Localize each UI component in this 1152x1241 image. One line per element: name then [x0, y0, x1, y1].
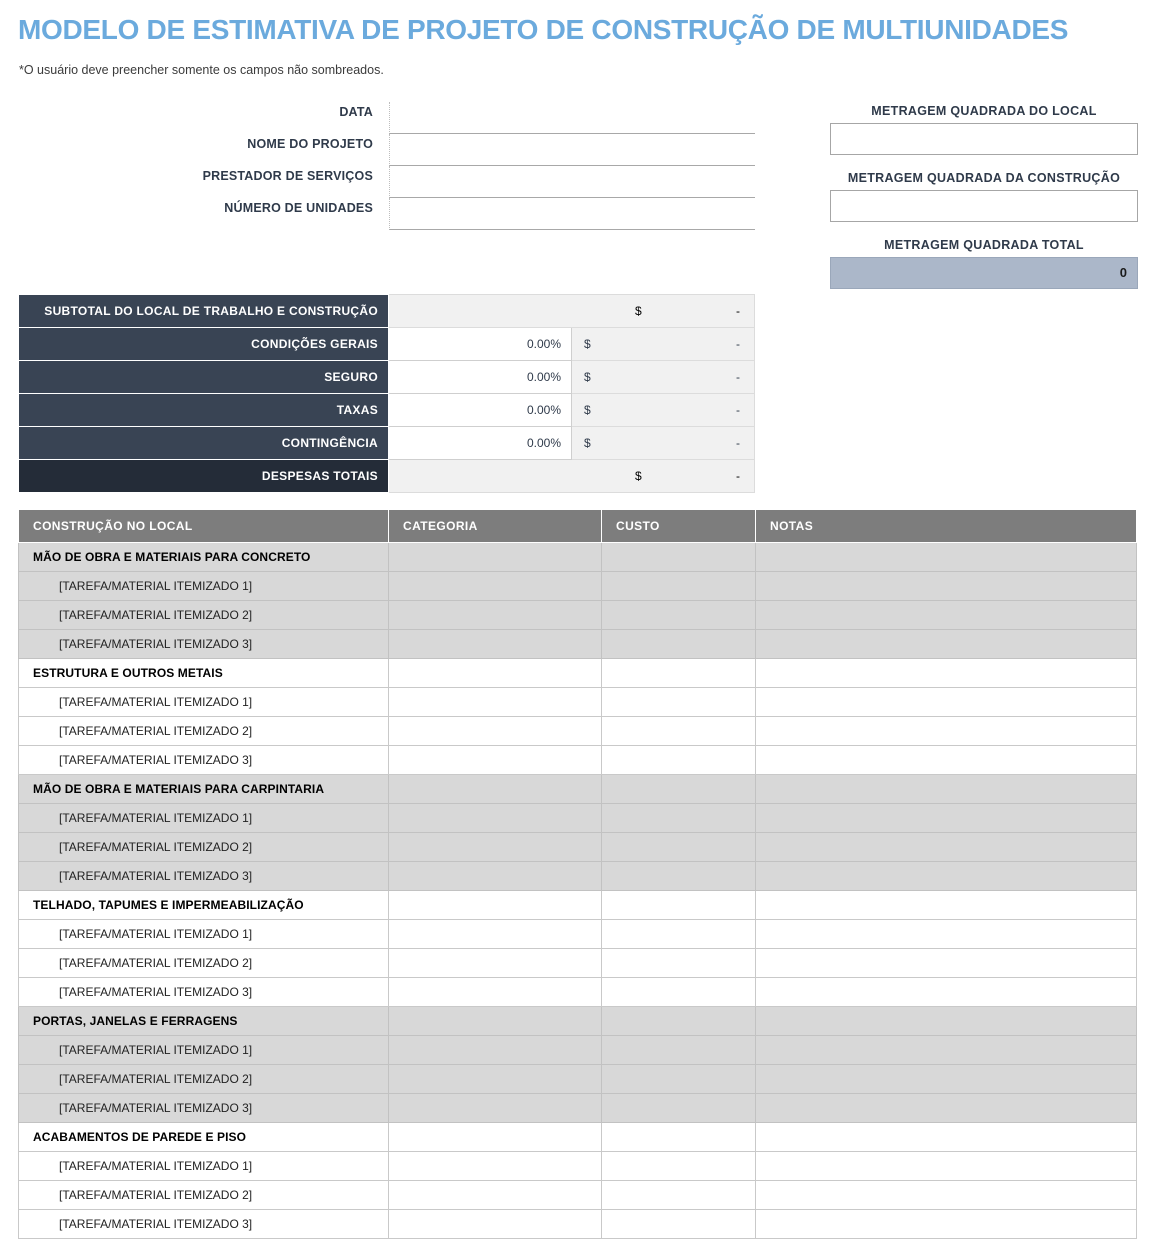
item-categoria-cell[interactable] — [389, 978, 602, 1007]
form-field-label: NÚMERO DE UNIDADES — [224, 201, 373, 215]
group-categoria-cell[interactable] — [389, 659, 602, 688]
item-categoria-cell[interactable] — [389, 920, 602, 949]
item-categoria-cell[interactable] — [389, 717, 602, 746]
table-row — [19, 1094, 1137, 1123]
item-name-cell[interactable]: [TAREFA/MATERIAL ITEMIZADO 2] — [19, 833, 389, 862]
item-notas-cell[interactable] — [756, 920, 1137, 949]
site-construction-table — [18, 509, 1137, 1239]
item-custo-cell[interactable] — [602, 1036, 756, 1065]
item-custo-cell[interactable] — [602, 746, 756, 775]
summary-row-amount — [572, 394, 755, 427]
summary-row — [19, 427, 755, 460]
summary-row-label: SEGURO — [19, 361, 389, 394]
form-field-label: NOME DO PROJETO — [247, 137, 373, 151]
building-sqft-label: METRAGEM QUADRADA DA CONSTRUÇÃO — [847, 171, 1121, 185]
summary-row-amount — [389, 295, 755, 328]
table-row — [19, 949, 1137, 978]
item-categoria-cell[interactable] — [389, 1152, 602, 1181]
group-categoria-cell[interactable] — [389, 1123, 602, 1152]
group-name: ESTRUTURA E OUTROS METAIS — [19, 659, 389, 688]
currency-symbol: $ — [584, 336, 591, 351]
group-custo-cell[interactable] — [602, 891, 756, 920]
group-custo-cell[interactable] — [602, 775, 756, 804]
group-categoria-cell[interactable] — [389, 543, 602, 572]
group-header-row — [19, 1007, 1137, 1036]
summary-row — [19, 394, 755, 427]
summary-row — [19, 460, 755, 493]
item-name-cell[interactable]: [TAREFA/MATERIAL ITEMIZADO 1] — [19, 572, 389, 601]
item-notas-cell[interactable] — [756, 688, 1137, 717]
summary-row-amount — [572, 328, 755, 361]
form-row — [18, 198, 755, 230]
total-sqft-value: 0 — [830, 257, 1138, 289]
item-categoria-cell[interactable] — [389, 1065, 602, 1094]
item-notas-cell[interactable] — [756, 630, 1137, 659]
item-name-cell[interactable]: [TAREFA/MATERIAL ITEMIZADO 1] — [19, 920, 389, 949]
item-name-cell[interactable]: [TAREFA/MATERIAL ITEMIZADO 2] — [19, 1181, 389, 1210]
group-custo-cell[interactable] — [602, 659, 756, 688]
fill-instruction-note: *O usuário deve preencher somente os campos não sombreados. — [19, 63, 384, 77]
item-name-cell[interactable]: [TAREFA/MATERIAL ITEMIZADO 3] — [19, 746, 389, 775]
item-notas-cell[interactable] — [756, 1210, 1137, 1239]
table-row — [19, 1036, 1137, 1065]
item-custo-cell[interactable] — [602, 978, 756, 1007]
item-custo-cell[interactable] — [602, 1210, 756, 1239]
form-field-label: PRESTADOR DE SERVIÇOS — [202, 169, 373, 183]
item-categoria-cell[interactable] — [389, 1210, 602, 1239]
form-row — [18, 134, 755, 166]
group-header-row — [19, 891, 1137, 920]
column-header-custo: CUSTO — [602, 510, 756, 543]
form-field-input[interactable] — [389, 198, 755, 230]
building-sqft-input[interactable] — [830, 190, 1138, 222]
item-name-cell[interactable]: [TAREFA/MATERIAL ITEMIZADO 3] — [19, 1094, 389, 1123]
group-notas-cell[interactable] — [756, 659, 1137, 688]
summary-row-label: CONTINGÊNCIA — [19, 427, 389, 460]
item-notas-cell[interactable] — [756, 1152, 1137, 1181]
item-categoria-cell[interactable] — [389, 572, 602, 601]
item-categoria-cell[interactable] — [389, 746, 602, 775]
item-custo-cell[interactable] — [602, 833, 756, 862]
item-notas-cell[interactable] — [756, 1036, 1137, 1065]
summary-row — [19, 295, 755, 328]
item-name-cell[interactable]: [TAREFA/MATERIAL ITEMIZADO 2] — [19, 1065, 389, 1094]
amount-value: - — [736, 435, 740, 450]
table-row — [19, 688, 1137, 717]
item-categoria-cell[interactable] — [389, 1036, 602, 1065]
item-notas-cell[interactable] — [756, 1094, 1137, 1123]
form-field-input[interactable] — [389, 166, 755, 198]
table-row — [19, 862, 1137, 891]
table-row — [19, 1065, 1137, 1094]
item-name-cell[interactable]: [TAREFA/MATERIAL ITEMIZADO 1] — [19, 1152, 389, 1181]
currency-symbol: $ — [584, 369, 591, 384]
item-categoria-cell[interactable] — [389, 601, 602, 630]
group-custo-cell[interactable] — [602, 543, 756, 572]
cost-summary-body — [19, 295, 755, 493]
item-notas-cell[interactable] — [756, 949, 1137, 978]
form-field-input[interactable] — [389, 102, 755, 134]
item-custo-cell[interactable] — [602, 717, 756, 746]
summary-row-label: DESPESAS TOTAIS — [19, 460, 389, 493]
table-row — [19, 978, 1137, 1007]
summary-row-amount — [389, 460, 755, 493]
currency-symbol: $ — [635, 303, 642, 318]
summary-row-label: TAXAS — [19, 394, 389, 427]
item-notas-cell[interactable] — [756, 1065, 1137, 1094]
group-notas-cell[interactable] — [756, 543, 1137, 572]
currency-symbol: $ — [635, 468, 642, 483]
group-header-row — [19, 659, 1137, 688]
item-custo-cell[interactable] — [602, 862, 756, 891]
item-name-cell[interactable]: [TAREFA/MATERIAL ITEMIZADO 3] — [19, 978, 389, 1007]
group-categoria-cell[interactable] — [389, 1007, 602, 1036]
summary-row-percent-input[interactable]: 0.00% — [389, 427, 572, 460]
item-custo-cell[interactable] — [602, 949, 756, 978]
group-header-row — [19, 1123, 1137, 1152]
table-row — [19, 1210, 1137, 1239]
group-notas-cell[interactable] — [756, 775, 1137, 804]
group-name: PORTAS, JANELAS E FERRAGENS — [19, 1007, 389, 1036]
item-custo-cell[interactable] — [602, 804, 756, 833]
item-name-cell[interactable]: [TAREFA/MATERIAL ITEMIZADO 1] — [19, 804, 389, 833]
page-title: MODELO DE ESTIMATIVA DE PROJETO DE CONSTRUÇÃO DE MULTIUNIDADES — [18, 14, 1069, 45]
amount-value: - — [736, 303, 740, 318]
item-name-cell[interactable]: [TAREFA/MATERIAL ITEMIZADO 2] — [19, 949, 389, 978]
group-header-row — [19, 543, 1137, 572]
group-categoria-cell[interactable] — [389, 891, 602, 920]
item-notas-cell[interactable] — [756, 978, 1137, 1007]
item-name-cell[interactable]: [TAREFA/MATERIAL ITEMIZADO 1] — [19, 688, 389, 717]
item-name-cell[interactable]: [TAREFA/MATERIAL ITEMIZADO 2] — [19, 717, 389, 746]
table-row — [19, 717, 1137, 746]
group-name: MÃO DE OBRA E MATERIAIS PARA CARPINTARIA — [19, 775, 389, 804]
item-categoria-cell[interactable] — [389, 804, 602, 833]
item-categoria-cell[interactable] — [389, 862, 602, 891]
site-construction-body — [19, 543, 1137, 1239]
group-notas-cell[interactable] — [756, 1123, 1137, 1152]
item-custo-cell[interactable] — [602, 688, 756, 717]
summary-row-label: SUBTOTAL DO LOCAL DE TRABALHO E CONSTRUÇÃO — [19, 295, 389, 328]
item-custo-cell[interactable] — [602, 572, 756, 601]
group-custo-cell[interactable] — [602, 1123, 756, 1152]
item-categoria-cell[interactable] — [389, 1181, 602, 1210]
item-custo-cell[interactable] — [602, 920, 756, 949]
table-row — [19, 920, 1137, 949]
summary-row — [19, 361, 755, 394]
item-categoria-cell[interactable] — [389, 949, 602, 978]
group-header-row — [19, 775, 1137, 804]
column-header-construction: CONSTRUÇÃO NO LOCAL — [19, 510, 389, 543]
table-row — [19, 833, 1137, 862]
item-name-cell[interactable]: [TAREFA/MATERIAL ITEMIZADO 1] — [19, 1036, 389, 1065]
item-custo-cell[interactable] — [602, 630, 756, 659]
column-header-categoria: CATEGORIA — [389, 510, 602, 543]
amount-value: - — [736, 369, 740, 384]
item-categoria-cell[interactable] — [389, 630, 602, 659]
form-row — [18, 166, 755, 198]
item-name-cell[interactable]: [TAREFA/MATERIAL ITEMIZADO 2] — [19, 601, 389, 630]
site-construction-header — [19, 510, 1137, 543]
site-sqft-label: METRAGEM QUADRADA DO LOCAL — [871, 104, 1097, 118]
table-row — [19, 804, 1137, 833]
item-custo-cell[interactable] — [602, 1181, 756, 1210]
item-notas-cell[interactable] — [756, 746, 1137, 775]
summary-row-label: CONDIÇÕES GERAIS — [19, 328, 389, 361]
currency-symbol: $ — [584, 402, 591, 417]
square-footage-panel — [830, 104, 1138, 289]
site-sqft-input[interactable] — [830, 123, 1138, 155]
summary-row-amount — [572, 361, 755, 394]
summary-row-percent-input[interactable]: 0.00% — [389, 394, 572, 427]
amount-value: - — [736, 402, 740, 417]
item-notas-cell[interactable] — [756, 833, 1137, 862]
currency-symbol: $ — [584, 435, 591, 450]
item-categoria-cell[interactable] — [389, 1094, 602, 1123]
group-notas-cell[interactable] — [756, 1007, 1137, 1036]
group-name: MÃO DE OBRA E MATERIAIS PARA CONCRETO — [19, 543, 389, 572]
item-notas-cell[interactable] — [756, 572, 1137, 601]
amount-value: - — [736, 468, 740, 483]
group-categoria-cell[interactable] — [389, 775, 602, 804]
column-header-notas: NOTAS — [756, 510, 1137, 543]
summary-row-percent-input[interactable]: 0.00% — [389, 361, 572, 394]
item-custo-cell[interactable] — [602, 1065, 756, 1094]
form-field-label: DATA — [339, 105, 373, 119]
summary-row-amount — [572, 427, 755, 460]
summary-row-percent-input[interactable]: 0.00% — [389, 328, 572, 361]
table-row — [19, 630, 1137, 659]
item-name-cell[interactable]: [TAREFA/MATERIAL ITEMIZADO 3] — [19, 630, 389, 659]
table-row — [19, 1152, 1137, 1181]
item-custo-cell[interactable] — [602, 1152, 756, 1181]
item-name-cell[interactable]: [TAREFA/MATERIAL ITEMIZADO 3] — [19, 862, 389, 891]
item-notas-cell[interactable] — [756, 717, 1137, 746]
total-sqft-label: METRAGEM QUADRADA TOTAL — [884, 238, 1084, 252]
project-info-form — [18, 102, 755, 230]
table-row — [19, 1181, 1137, 1210]
summary-row — [19, 328, 755, 361]
group-name: TELHADO, TAPUMES E IMPERMEABILIZAÇÃO — [19, 891, 389, 920]
item-categoria-cell[interactable] — [389, 688, 602, 717]
table-row — [19, 572, 1137, 601]
form-row — [18, 102, 755, 134]
group-name: ACABAMENTOS DE PAREDE E PISO — [19, 1123, 389, 1152]
cost-summary-table — [18, 294, 755, 493]
item-custo-cell[interactable] — [602, 1094, 756, 1123]
item-categoria-cell[interactable] — [389, 833, 602, 862]
table-row — [19, 601, 1137, 630]
item-custo-cell[interactable] — [602, 601, 756, 630]
item-name-cell[interactable]: [TAREFA/MATERIAL ITEMIZADO 3] — [19, 1210, 389, 1239]
group-notas-cell[interactable] — [756, 891, 1137, 920]
group-custo-cell[interactable] — [602, 1007, 756, 1036]
item-notas-cell[interactable] — [756, 1181, 1137, 1210]
item-notas-cell[interactable] — [756, 601, 1137, 630]
form-field-input[interactable] — [389, 134, 755, 166]
item-notas-cell[interactable] — [756, 804, 1137, 833]
table-row — [19, 746, 1137, 775]
item-notas-cell[interactable] — [756, 862, 1137, 891]
amount-value: - — [736, 336, 740, 351]
